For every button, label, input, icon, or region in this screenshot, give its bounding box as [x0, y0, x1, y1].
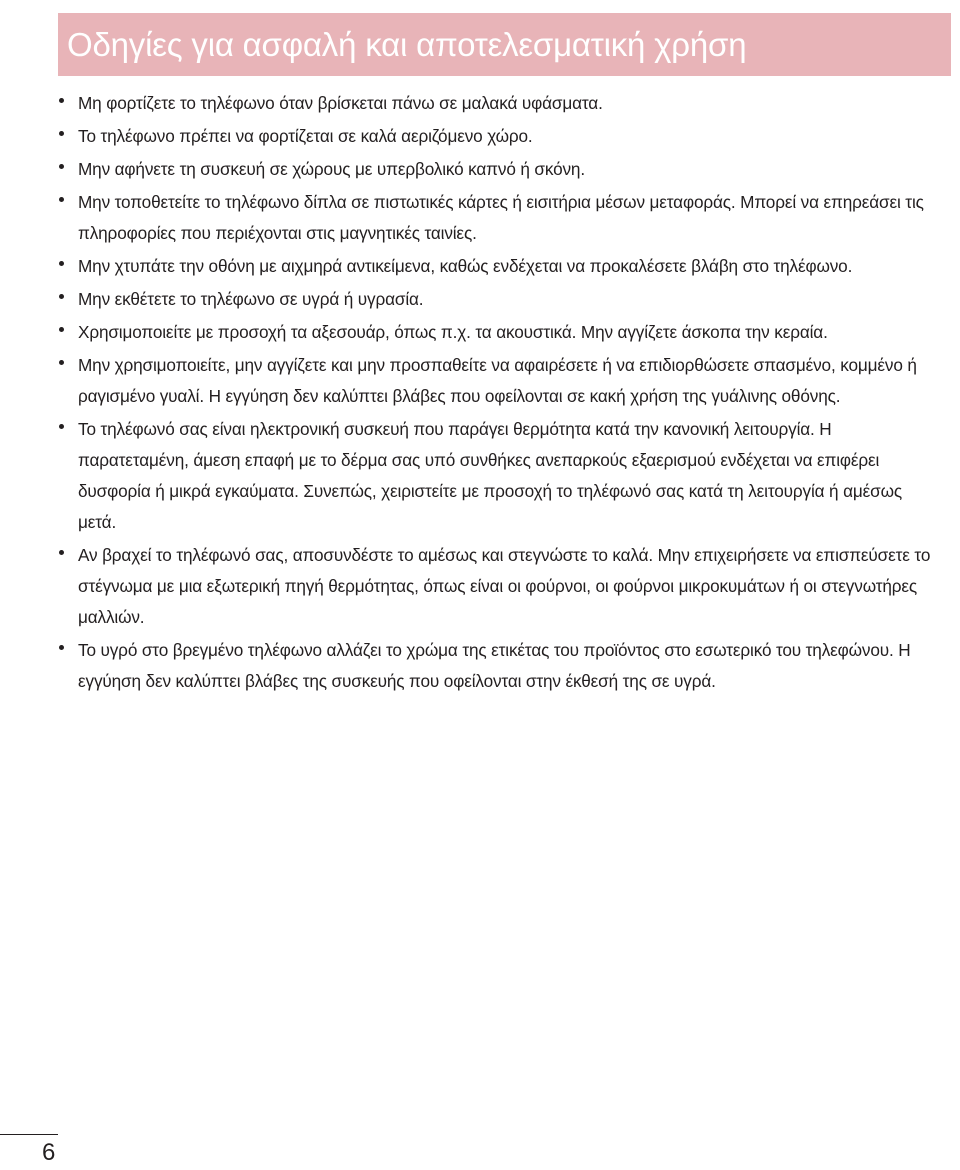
list-item-text: Μην εκθέτετε το τηλέφωνο σε υγρά ή υγρασία. [78, 289, 424, 309]
list-item [59, 414, 939, 538]
bullet-icon [59, 327, 64, 332]
list-item-text: Το τηλέφωνο πρέπει να φορτίζεται σε καλά αεριζόμενο χώρο. [78, 126, 533, 146]
list-item [59, 350, 939, 412]
list-item-text: Μην αφήνετε τη συσκευή σε χώρους με υπερβολικό καπνό ή σκόνη. [78, 159, 585, 179]
bullet-icon [59, 360, 64, 365]
bullet-icon [59, 98, 64, 103]
list-item-text: Μην χτυπάτε την οθόνη με αιχμηρά αντικείμενα, καθώς ενδέχεται να προκαλέσετε βλάβη στο τηλέφωνο. [78, 256, 853, 276]
bullet-icon [59, 131, 64, 136]
bullet-icon [59, 424, 64, 429]
list-item [59, 317, 939, 348]
list-item [59, 88, 939, 119]
bullet-icon [59, 645, 64, 650]
list-item [59, 635, 939, 697]
safety-instructions-list [59, 88, 939, 699]
page-number: 6 [42, 1139, 56, 1166]
list-item [59, 540, 939, 633]
footer-divider [0, 1134, 58, 1135]
list-item-text: Μη φορτίζετε το τηλέφωνο όταν βρίσκεται πάνω σε μαλακά υφάσματα. [78, 93, 603, 113]
list-item-text: Μην χρησιμοποιείτε, μην αγγίζετε και μην προσπαθείτε να αφαιρέσετε ή να επιδιορθώσετε σπασμένο, κομμένο ή ραγισμένο γυαλί. Η εγγύηση δεν καλύπτει βλάβες που οφείλονται σε κακή χρήση της γυάλινης οθόνης. [78, 355, 917, 406]
list-item [59, 154, 939, 185]
list-item [59, 284, 939, 315]
bullet-icon [59, 294, 64, 299]
page-title: Οδηγίες για ασφαλή και αποτελεσματική χρήση [67, 26, 747, 63]
list-item [59, 187, 939, 249]
bullet-icon [59, 261, 64, 266]
list-item-text: Αν βραχεί το τηλέφωνό σας, αποσυνδέστε το αμέσως και στεγνώστε το καλά. Μην επιχειρήσετε να επισπεύσετε το στέγνωμα με μια εξωτερική πηγή θερμότητας, όπως είναι οι φούρνοι, οι φούρνοι μικροκυμάτων ή οι στεγνωτήρες μαλλιών. [78, 545, 931, 627]
bullet-icon [59, 550, 64, 555]
list-item-text: Το υγρό στο βρεγμένο τηλέφωνο αλλάζει το χρώμα της ετικέτας του προϊόντος στο εσωτερικό του τηλεφώνου. Η εγγύηση δεν καλύπτει βλάβες της συσκευής που οφείλονται στην έκθεσή της σε υγρά. [78, 640, 911, 691]
section-title-bar [58, 13, 951, 76]
list-item-text: Μην τοποθετείτε το τηλέφωνο δίπλα σε πιστωτικές κάρτες ή εισιτήρια μέσων μεταφοράς. Μπορεί να επηρεάσει τις πληροφορίες που περιέχονται στις μαγνητικές ταινίες. [78, 192, 924, 243]
list-item-text: Το τηλέφωνό σας είναι ηλεκτρονική συσκευή που παράγει θερμότητα κατά την κανονική λειτουργία. Η παρατεταμένη, άμεση επαφή με το δέρμα σας υπό συνθήκες ανεπαρκούς εξαερισμού ενδέχεται να επιφέρει δυσφορία ή μικρά εγκαύματα. Συνεπώς, χειριστείτε με προσοχή το τηλέφωνό σας κατά τη λειτουργία ή αμέσως μετά. [78, 419, 902, 532]
bullet-icon [59, 197, 64, 202]
list-item [59, 121, 939, 152]
list-item-text: Χρησιμοποιείτε με προσοχή τα αξεσουάρ, όπως π.χ. τα ακουστικά. Μην αγγίζετε άσκοπα την κεραία. [78, 322, 828, 342]
bullet-icon [59, 164, 64, 169]
list-item [59, 251, 939, 282]
